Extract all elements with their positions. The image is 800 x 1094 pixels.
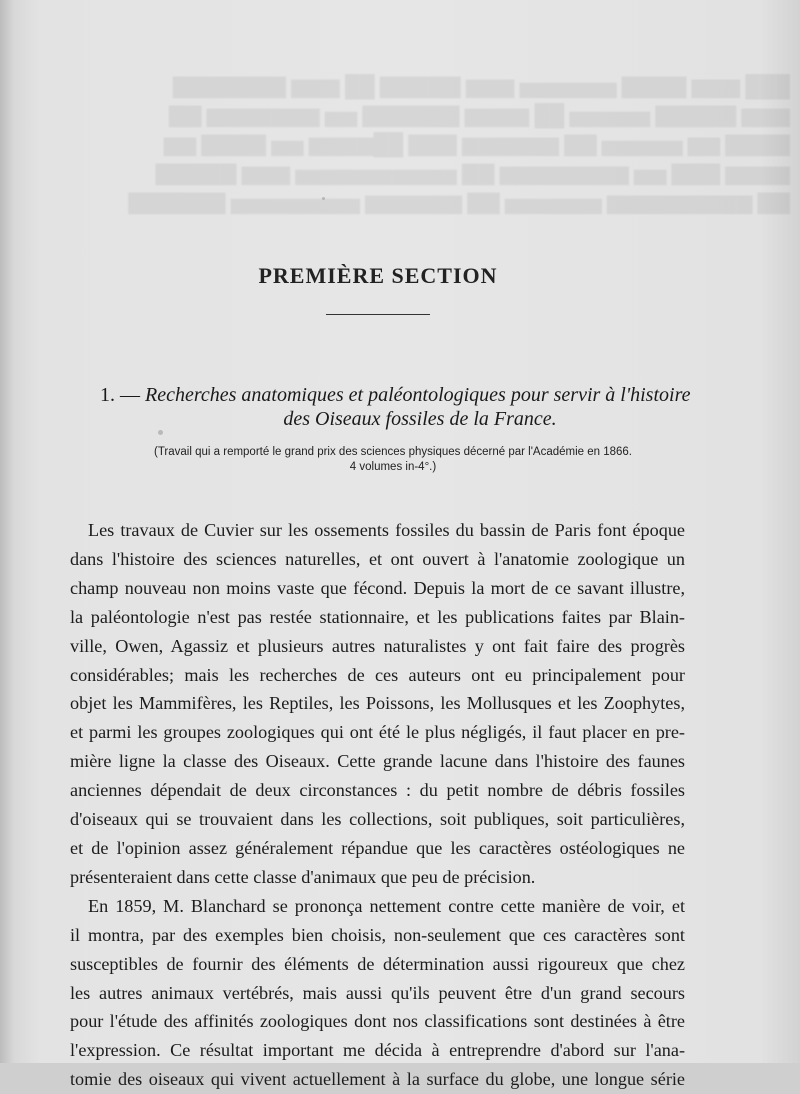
text-line: ville, Owen, Agassiz et plusieurs autres naturalistes y ont fait faire des progrès <box>70 635 685 656</box>
paragraph-1 <box>70 516 685 892</box>
text-line: pour l'étude des affinités zoologiques dont nos classifications sont destinées à être <box>70 1011 685 1032</box>
section-title: PREMIÈRE SECTION <box>258 262 498 288</box>
bleed-through-texture: ███ ▆▆▆ ▇▇▇▇ ▅▅▅▅▅▅ ▆▆▆ ▇▇▇▇▇ ██ ▆▆▆ ▇▇▇▇▇▇▇ ▆▆▆ ▇▇▇▇▇ ▅▅▅▅▅ ██ ▆▆▆▆ ▇▇▇▇▇▇ ▅▅ ▆▆▆▆▆▆▆ ▇▇ ▇▇▇▇ ▆▆ ▅▅▅▅▅ ▇▇ ▆▆▆▆▆▆ ▇▇▇ ██▆▆▆▆ ▅▅ ▇▇▇▇ ▆▆ ▆▆▆▆ ▇▇▇ ▅▅ ▆▆▆▆▆▆▆▆ ▇▇ ▅▅▅▅▅▅▅▅▅▅ ▆▆▆ ▇▇▇▇▇ ▇▇ ▆▆▆▆▆▆▆▆▆ ▅▅▅▅▅▅ ▇▇ ▆▆▆▆▆▆ ▅▅▅▅▅▅▅▅ ▇▇▇▇▇▇ <box>128 74 790 214</box>
text-line: et de l'opinion assez généralement répandue que les caractères ostéologiques ne <box>70 837 685 858</box>
entry-title <box>100 383 700 431</box>
entry-title-line-2: des Oiseaux fossiles de la France. <box>283 408 557 430</box>
title-divider <box>326 314 430 315</box>
text-line: mière ligne la classe des Oiseaux. Cette grande lacune dans l'histoire des faunes <box>70 751 685 772</box>
text-line: objet les Mammifères, les Reptiles, les Poissons, les Mollusques et les Zoophytes, <box>70 693 685 714</box>
print-speck <box>322 197 325 200</box>
body-text <box>70 516 685 1094</box>
text-line: susceptibles de fournir des éléments de détermination aussi rigoureux que chez <box>70 953 685 974</box>
text-line: En 1859, M. Blanchard se prononça nettement contre cette manière de voir, et <box>88 895 685 916</box>
text-line: il montra, par des exemples bien choisis, non-seulement que ces caractères sont <box>70 924 685 945</box>
entry-number: 1. — <box>100 384 145 406</box>
text-line: l'expression. Ce résultat important me décida à entreprendre d'abord sur l'ana- <box>70 1040 685 1061</box>
paragraph-2 <box>70 892 685 1094</box>
text-line: la paléontologie n'est pas restée stationnaire, et les publications faites par Blain- <box>70 606 685 627</box>
entry-note-line-1: (Travail qui a remporté le grand prix des sciences physiques décerné par l'Académie en 1866. <box>154 446 632 458</box>
text-line: considérables; mais les recherches de ces auteurs ont eu principalement pour <box>70 664 685 685</box>
text-line: Les travaux de Cuvier sur les ossements fossiles du bassin de Paris font époque <box>88 520 685 540</box>
text-line: anciennes dépendait de deux circonstances : du petit nombre de débris fossiles <box>70 780 685 801</box>
text-line: les autres animaux vertébrés, mais aussi qu'ils peuvent être d'un grand secours <box>70 982 685 1003</box>
text-line: champ nouveau non moins vaste que fécond. Depuis la mort de ce savant illustre, <box>70 577 685 598</box>
entry-note <box>80 445 706 475</box>
text-line: et parmi les groupes zoologiques qui ont été le plus négligés, il faut placer en pre- <box>70 722 685 743</box>
text-line: tomie des oiseaux qui vivent actuellement à la surface du globe, une longue série <box>70 1069 685 1090</box>
entry-title-line-1: Recherches anatomiques et paléontologiques pour servir à l'histoire <box>145 384 691 406</box>
text-line: dans l'histoire des sciences naturelles, et ont ouvert à l'anatomie zoologique un <box>70 548 685 569</box>
entry-note-line-2: 4 volumes in-4°.) <box>349 461 437 473</box>
text-line: d'oiseaux qui se trouvaient dans les collections, soit publiques, soit particulières, <box>70 809 685 830</box>
text-line: présenteraient dans cette classe d'animaux que peu de précision. <box>70 866 536 887</box>
